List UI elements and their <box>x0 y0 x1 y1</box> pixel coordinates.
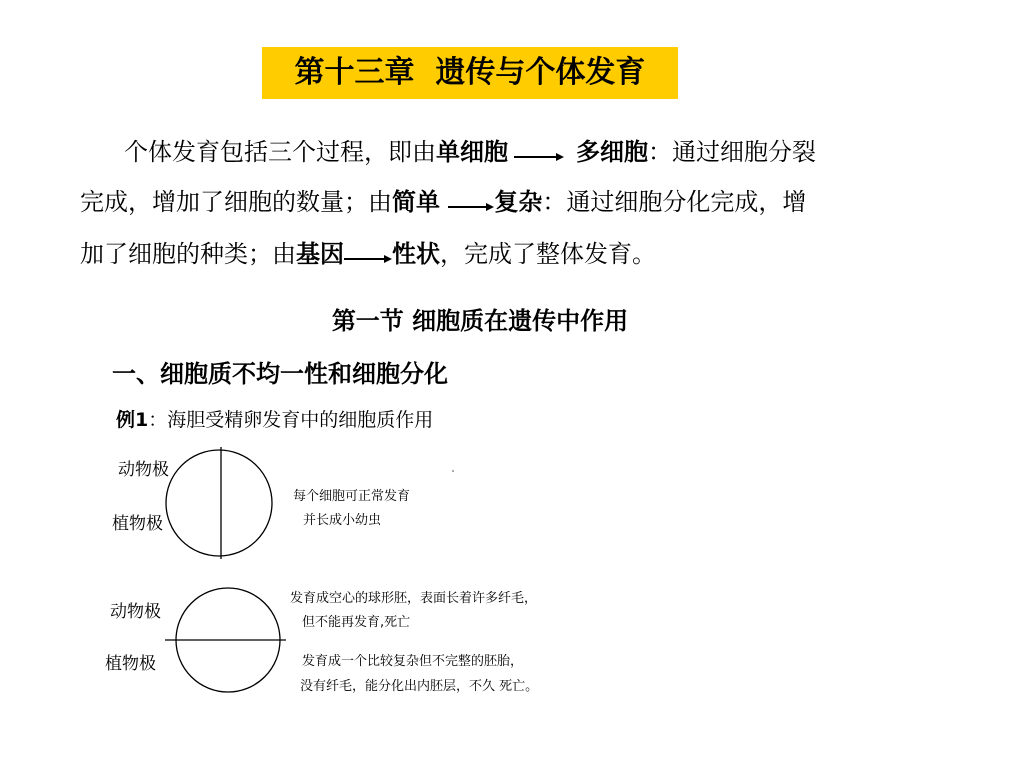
figure2-top-note-line-1: 发育成空心的球形胚，表面长着许多纤毛， <box>290 591 538 606</box>
intro-line-2 <box>80 184 806 220</box>
intro-text: 个体发育包括三个过程，即由 <box>124 138 436 166</box>
egg-circle-horizontal-cleavage <box>176 588 280 692</box>
example-caption <box>116 404 433 436</box>
intro-text: 加了细胞的种类；由 <box>80 240 296 268</box>
figure2-bottom-note-line-1: 发育成一个比较复杂但不完整的胚胎， <box>302 654 524 669</box>
intro-text: ：通过细胞分化完成，增 <box>542 188 807 216</box>
term-trait: 性状 <box>392 240 440 268</box>
section-title: 第一节 细胞质在遗传中作用 <box>331 307 629 335</box>
intro-text: 完成，增加了细胞的数量；由 <box>80 188 392 216</box>
intro-text: ：通过细胞分裂 <box>648 138 816 166</box>
figure1-note-line-1: 每个细胞可正常发育 <box>293 489 411 504</box>
intro-line-3 <box>80 236 656 272</box>
figure2-vegetal-pole-label: 植物极 <box>105 654 156 674</box>
figure1-animal-pole-label: 动物极 <box>118 460 169 480</box>
egg-circle-vertical-cleavage <box>166 450 272 556</box>
figure2-bottom-note-line-2: 没有纤毛，能分化出内胚层，不久 死亡。 <box>300 679 539 694</box>
chapter-title: 第十三章 遗传与个体发育 <box>262 47 678 99</box>
intro-text: ，完成了整体发育。 <box>440 240 656 268</box>
term-single-cell: 单细胞 <box>436 138 508 166</box>
arrow-icon <box>344 236 392 272</box>
figure1-note-line-2: 并长成小幼虫 <box>303 513 382 528</box>
term-gene: 基因 <box>296 240 344 268</box>
figure1-vegetal-pole-label: 植物极 <box>112 514 163 534</box>
figure2-top-note-line-2: 但不能再发育,死亡 <box>302 615 411 630</box>
term-simple: 简单 <box>392 188 449 216</box>
stray-dot <box>452 470 454 472</box>
example-text: ：海胆受精卵发育中的细胞质作用 <box>148 409 434 431</box>
term-multi-cell: 多细胞 <box>576 138 648 166</box>
figure2-animal-pole-label: 动物极 <box>110 602 161 622</box>
arrow-icon <box>514 134 564 170</box>
arrow-icon <box>448 184 494 220</box>
example-label: 例1 <box>116 409 149 431</box>
sub-heading: 一、细胞质不均一性和细胞分化 <box>112 360 448 388</box>
intro-line-1 <box>124 134 816 170</box>
term-complex: 复杂 <box>494 188 543 216</box>
